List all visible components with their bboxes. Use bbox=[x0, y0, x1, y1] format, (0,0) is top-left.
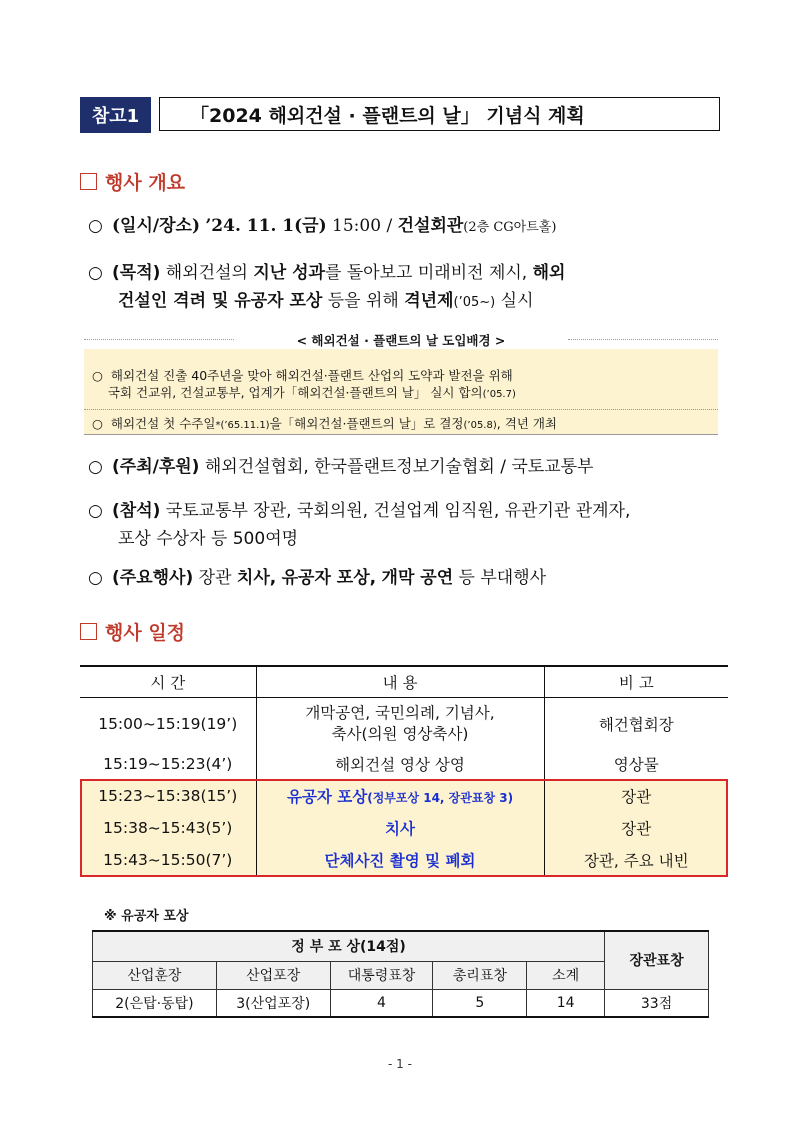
bullet-icon: ○ bbox=[88, 457, 103, 477]
overview-main-events: ○ (주요행사) 장관 치사, 유공자 포상, 개막 공연 등 부대행사 bbox=[88, 564, 728, 592]
checkbox-square-icon bbox=[80, 623, 97, 640]
minister-header: 장관표창 bbox=[605, 931, 709, 989]
divider bbox=[84, 409, 718, 410]
column-header: 시 간 bbox=[80, 666, 256, 698]
table-row: 15:19~15:23(4’) 해외건설 영상 상영 영상물 bbox=[80, 750, 728, 780]
bullet-icon: ○ bbox=[88, 216, 103, 236]
overview-host: ○ (주최/후원) 해외건설협회, 한국플랜트정보기술협회 / 국토교통부 bbox=[88, 453, 728, 481]
bullet-icon: ○ bbox=[88, 263, 103, 283]
table-header-row: 산업훈장 산업포장 대통령표창 총리표창 소계 bbox=[93, 961, 709, 989]
background-item-2: ○ 해외건설 첫 수주일*(’65.11.1)을「해외건설·플랜트의 날」로 결정(’05.8), 격년 개최 bbox=[92, 416, 557, 431]
page-number: - 1 - bbox=[388, 1057, 412, 1071]
section-heading-schedule: 행사 일정 bbox=[80, 618, 185, 645]
group-header: 정 부 포 상(14점) bbox=[93, 931, 605, 961]
reference-badge: 참고1 bbox=[80, 97, 151, 133]
overview-purpose: ○ (목적) 해외건설의 지난 성과를 돌아보고 미래비전 제시, 해외 건설인 격려 및 유공자 포상 등을 위해 격년제(’05~) 실시 bbox=[88, 259, 728, 317]
checkbox-square-icon bbox=[80, 173, 97, 190]
document-title bbox=[80, 97, 722, 133]
background-title: < 해외건설 · 플랜트의 날 도입배경 > bbox=[296, 333, 506, 348]
bullet-icon: ○ bbox=[88, 501, 103, 521]
awards-note: ※ 유공자 포상 bbox=[104, 909, 189, 924]
table-row: 15:00~15:19(19’) 개막공연, 국민의례, 기념사, 축사(의원 영상축사) 해건협회장 bbox=[80, 698, 728, 750]
overview-attendees: ○ (참석) 국토교통부 장관, 국회의원, 건설업계 임직원, 유관기관 관계자, 포상 수상자 등 500여명 bbox=[88, 497, 728, 553]
bullet-icon: ○ bbox=[88, 568, 103, 588]
table-row: 15:43~15:50(7’) 단체사진 촬영 및 폐회 장관, 주요 내빈 bbox=[80, 844, 728, 876]
table-row: 2(은탑·동탑) 3(산업포장) 4 5 14 33점 bbox=[93, 989, 709, 1017]
column-header: 비 고 bbox=[544, 666, 728, 698]
table-row: 15:38~15:43(5’) 치사 장관 bbox=[80, 812, 728, 844]
table-header-row bbox=[80, 666, 728, 698]
table-row: 15:23~15:38(15’) 유공자 포상(정부포상 14, 장관표창 3) 장관 bbox=[80, 780, 728, 812]
background-item-1: ○ 해외건설 진출 40주년을 맞아 해외건설·플랜트 산업의 도약과 발전을 위해 국회 건교위, 건설교통부, 업계가「해외건설·플랜트의 날」 실시 합의(’05.7) bbox=[92, 368, 516, 400]
title-box: 「2024 해외건설 · 플랜트의 날」 기념식 계획 bbox=[159, 97, 720, 131]
highlight-box bbox=[80, 779, 728, 877]
background-box bbox=[84, 349, 718, 435]
table-header-row bbox=[93, 931, 709, 961]
awards-table bbox=[92, 930, 709, 1018]
section-heading-overview: 행사 개요 bbox=[80, 168, 185, 195]
column-header: 내 용 bbox=[256, 666, 544, 698]
overview-datetime: ○ (일시/장소) ’24. 11. 1(금) 15:00 / 건설회관(2층 CG아트홀) bbox=[88, 212, 728, 242]
